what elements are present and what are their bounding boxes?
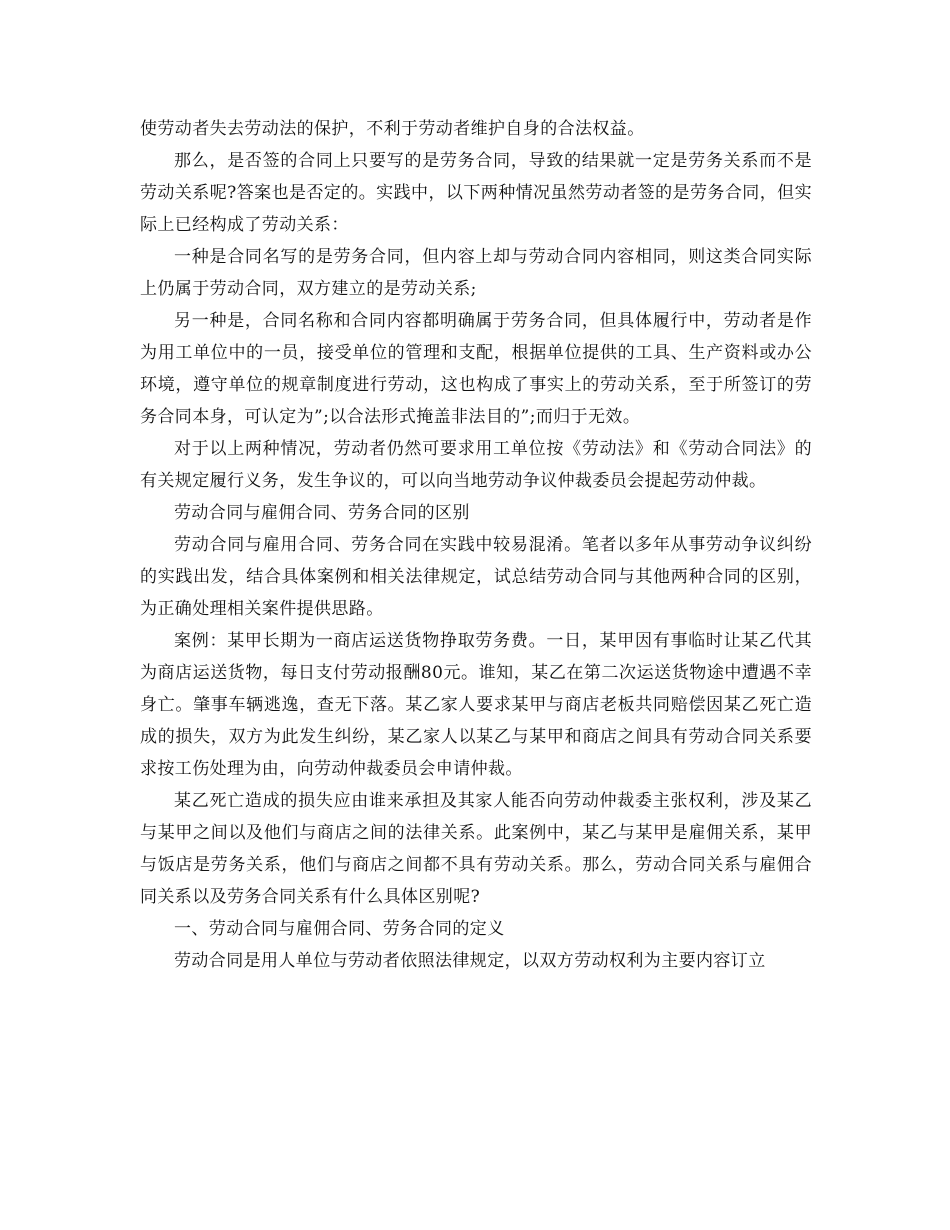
document-body — [140, 113, 812, 977]
paragraph-worker-rights: 对于以上两种情况，劳动者仍然可要求用工单位按《劳动法》和《劳动合同法》的有关规定履行义务，发生争议的，可以向当地劳动争议仲裁委员会提起劳动仲裁。 — [140, 439, 812, 491]
paragraph-first-case: 一种是合同名写的是劳务合同，但内容上却与劳动合同内容相同，则这类合同实际上仍属于劳动合同，双方建立的是劳动关系; — [140, 247, 812, 299]
paragraph-intro-differences: 劳动合同与雇用合同、劳务合同在实践中较易混淆。笔者以多年从事劳动争议纠纷的实践出发，结合具体案例和相关法律规定，试总结劳动合同与其他两种合同的区别，为正确处理相关案件提供思路。 — [140, 535, 812, 619]
section-heading-differences: 劳动合同与雇佣合同、劳务合同的区别 — [174, 503, 470, 523]
paragraph-case-analysis: 某乙死亡造成的损失应由谁来承担及其家人能否向劳动仲裁委主张权利，涉及某乙与某甲之间以及他们与商店之间的法律关系。此案例中，某乙与某甲是雇佣关系，某甲与饭店是劳务关系，他们与商店之间都不具有劳动关系。那么，劳动合同关系与雇佣合同关系以及劳务合同关系有什么具体区别呢? — [140, 791, 812, 907]
section-heading-definitions: 一、劳动合同与雇佣合同、劳务合同的定义 — [174, 919, 505, 939]
paragraph-continuation: 使劳动者失去劳动法的保护，不利于劳动者维护自身的合法权益。 — [140, 119, 645, 139]
paragraph-labor-service-question: 那么，是否签的合同上只要写的是劳务合同，导致的结果就一定是劳务关系而不是劳动关系呢?答案也是否定的。实践中，以下两种情况虽然劳动者签的是劳务合同，但实际上已经构成了劳动关系： — [140, 151, 812, 235]
paragraph-second-case: 另一种是，合同名称和合同内容都明确属于劳务合同，但具体履行中，劳动者是作为用工单位中的一员，接受单位的管理和支配，根据单位提供的工具、生产资料或办公环境，遵守单位的规章制度进行劳动，这也构成了事实上的劳动关系，至于所签订的劳务合同本身，可认定为”;以合法形式掩盖非法目的”;而归于无效。 — [140, 311, 812, 427]
paragraph-labor-contract-definition: 劳动合同是用人单位与劳动者依照法律规定，以双方劳动权利为主要内容订立 — [174, 951, 766, 971]
paragraph-case-example: 案例：某甲长期为一商店运送货物挣取劳务费。一日，某甲因有事临时让某乙代其为商店运送货物，每日支付劳动报酬80元。谁知，某乙在第二次运送货物途中遭遇不幸身亡。肇事车辆逃逸，查无下落。某乙家人要求某甲与商店老板共同赔偿因某乙死亡造成的损失，双方为此发生纠纷，某乙家人以某乙与某甲和商店之间具有劳动合同关系要求按工伤处理为由，向劳动仲裁委员会申请仲裁。 — [140, 631, 812, 779]
